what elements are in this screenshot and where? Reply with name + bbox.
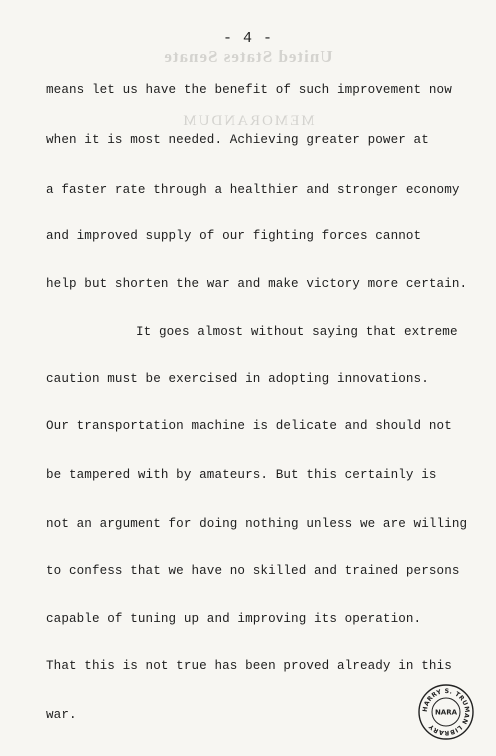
text-line: not an argument for doing nothing unless we are willing bbox=[46, 517, 468, 531]
page-number: - 4 - bbox=[222, 30, 273, 47]
stamp-arc-text: HARRY S. TRUMAN LIBRARY bbox=[421, 687, 471, 737]
text-line: war. bbox=[46, 708, 77, 722]
text-line: It goes almost without saying that extreme bbox=[136, 325, 458, 339]
bleed-through-memorandum: MEMORANDUM bbox=[181, 113, 315, 129]
text-line: and improved supply of our fighting forces cannot bbox=[46, 229, 422, 243]
text-line: to confess that we have no skilled and trained persons bbox=[46, 564, 460, 578]
text-line: That this is not true has been proved already in this bbox=[46, 659, 452, 673]
text-line: when it is most needed. Achieving greater power at bbox=[46, 133, 429, 147]
text-line: be tampered with by amateurs. But this certainly is bbox=[46, 468, 437, 482]
text-line: a faster rate through a healthier and stronger economy bbox=[46, 183, 460, 197]
text-line: caution must be exercised in adopting innovations. bbox=[46, 372, 429, 386]
bleed-through-letterhead: United States Senate bbox=[163, 47, 333, 66]
text-line: capable of tuning up and improving its operation. bbox=[46, 612, 422, 626]
text-line: help but shorten the war and make victory more certain. bbox=[46, 277, 468, 291]
text-line: Our transportation machine is delicate and should not bbox=[46, 419, 452, 433]
library-stamp-icon bbox=[417, 683, 475, 741]
text-line: means let us have the benefit of such improvement now bbox=[46, 83, 452, 97]
stamp-center-text: NARA bbox=[434, 708, 458, 717]
